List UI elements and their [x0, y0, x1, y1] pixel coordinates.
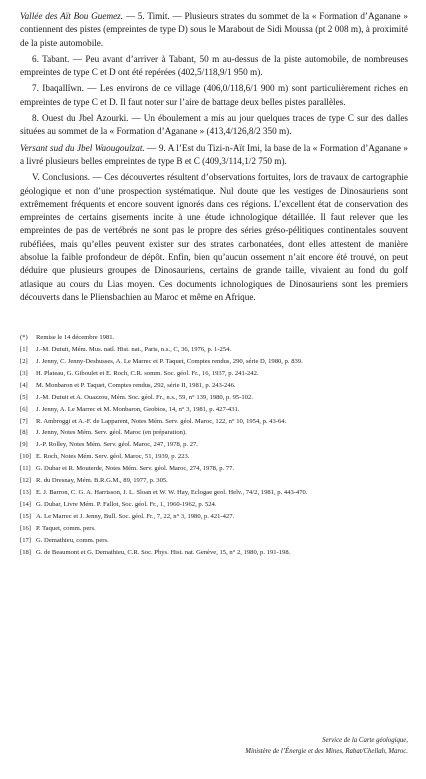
reference-text: G. Demathieu, comm. pers. [36, 536, 109, 544]
conclusions-paragraph [20, 171, 408, 304]
affiliation-line: Service de la Carte géologique, [322, 737, 408, 744]
reference-item [20, 535, 408, 547]
reference-number: [18] [20, 548, 31, 556]
affiliation-line: Ministère de l’Énergie et des Mines, Rabat/Chellah, Maroc. [245, 748, 408, 755]
reference-text: G. Dubar et R. Mouterde, Notes Mém. Serv. géol. Maroc, 274, 1978, p. 77. [36, 465, 235, 473]
body-text [20, 10, 408, 304]
reference-item [20, 523, 408, 535]
paragraph [20, 10, 408, 50]
paragraph-lead: Versant sud du Jbel Waougoulzat. [20, 142, 145, 153]
reference-number: [14] [20, 500, 31, 508]
reference-number: [12] [20, 477, 31, 485]
reference-number: [5] [20, 393, 28, 401]
paragraph-text: V. Conclusions. — Ces découvertes résultent d’observations fortuites, lors de travaux de cartographie géologique et non d’une prospection systématique. Nul doute que les vestiges de Dinosauriens sont extrêmement fréquents et encore souvent ignorés dans ces régions. L’excellent état de conservation des empreintes de certains gisements incite à une étude ichnologique détaillée. Il faut relever que les empreintes de pas de vertébrés ne sont pas le propre des séries gréso-pélitiques continentales souvent rubéfiées, mais qu’elles peuvent exister sur des strates carbonatées, dont elles attestent de manière absolue la faible profondeur de dépôt. Enfin, bien qu’aucun ossement n’ait encore été trouvé, on peut déduire que plusieurs groupes de Dinosauriens, certains de grande taille, vivaient au fond du golf atlasique au cours du Lias moyen. Ces documents ichnologiques de Dinosauriens sont les premiers découverts dans le Pliensbachien au Maroc et même en Afrique. [20, 172, 408, 302]
reference-number: [16] [20, 524, 31, 532]
reference-item [20, 356, 408, 368]
paragraph [20, 82, 408, 109]
reference-item [20, 511, 408, 523]
reference-number: [2] [20, 358, 28, 366]
reference-text: J.-M. Dutuit et A. Ouazzou, Mém. Soc. géol. Fr., n.s., 59, n° 139, 1980, p. 95-102. [36, 393, 253, 401]
reference-item [20, 499, 408, 511]
paragraph-text: 7. Ibaqallîwn. — Les environs de ce village (406,0/118,6/1 900 m) sont particulièrement riches en empreintes de type C et D. Il faut noter sur l’aire de battage deux belles pistes parallèles. [20, 83, 408, 107]
reference-item [20, 451, 408, 463]
reference-text: G. Dubar, Livre Mém. P. Fallot, Soc. géol. Fr., 1, 1960-1962, p. 524. [36, 500, 217, 508]
reference-text: H. Plateau, G. Giboulet et E. Roch, C.R. somm. Soc. géol. Fr., 16, 1937, p. 241-242. [36, 369, 259, 377]
reference-item [20, 344, 408, 356]
reference-text: J.-M. Dutuit, Mém. Mus. natl. Hist. nat., Paris, n.s., C, 36, 1976, p. 1-254. [36, 346, 232, 354]
reference-number: (*) [20, 334, 28, 342]
reference-text: Remise le 14 décembre 1981. [36, 334, 115, 342]
paragraph-text: — 9. A l’Est du Tizi-n-Aït Imi, la base de la « Formation d’Aganane » a livré plusieurs belles empreintes de type B et C (409,3/114,1/2 750 m). [20, 142, 408, 166]
reference-item [20, 487, 408, 499]
paragraph-text: 8. Ouest du Jbel Azourki. — Un éboulement a mis au jour quelques traces de type C sur des dalles situées au sommet de la « Formation d’Aganane » (413,4/126,8/2 350 m). [20, 113, 408, 137]
reference-text: G. de Beaumont et G. Demathieu, C.R. Soc. Phys. Hist. nat. Genève, 15, n° 2, 1980, p. 191-198. [36, 548, 291, 556]
paragraph [20, 112, 408, 139]
reference-number: [11] [20, 465, 31, 473]
reference-text: R. Ambroggi et A.-F. de Lapparent, Notes Mém. Serv. géol. Maroc, 122, n° 10, 1954, p. 43-64. [36, 417, 287, 425]
author-affiliation [245, 735, 408, 757]
reference-item [20, 475, 408, 487]
reference-text: M. Monbaron et P. Taquet, Comptes rendus, 292, série II, 1981, p. 243-246. [36, 381, 236, 389]
paragraph-text: 6. Tabant. — Peu avant d’arriver à Tabant, 50 m au-dessus de la piste automobile, de nombreuses empreintes de type C et D ont été repérées (402,5/118,9/1 950 m). [20, 53, 408, 78]
reference-number: [17] [20, 536, 31, 544]
references-list [20, 332, 408, 558]
reference-number: [6] [20, 405, 28, 413]
reference-item [20, 427, 408, 439]
reference-text: J. Jenny, C. Jenny-Deshusses, A. Le Marrec et P. Taquet, Comptes rendus, 290, série D, 1980, p. 839. [36, 358, 303, 366]
reference-item [20, 368, 408, 380]
reference-text: E. Roch, Notes Mém. Serv. géol. Maroc, 51, 1939, p. 223. [36, 453, 190, 461]
reference-number: [15] [20, 512, 31, 520]
reference-item [20, 392, 408, 404]
paragraph [20, 142, 408, 169]
paragraph-text: — 5. Timit. — Plusieurs strates du sommet de la « Formation d’Aganane » contiennent des pistes (empreintes de type D) sous le Marabout de Sidi Moussa (pt 2 008 m), à proximité de la piste automobile. [20, 11, 408, 48]
reference-number: [13] [20, 489, 31, 497]
reference-number: [3] [20, 369, 28, 377]
reference-text: J. Jenny, Notes Mém. Serv. géol. Maroc (en préparation). [36, 429, 187, 437]
reference-item [20, 439, 408, 451]
paragraph [20, 53, 408, 80]
reference-text: J. Jenny, A. Le Marrec et M. Monbaron, Geobios, 14, n° 3, 1981, p. 427-431. [36, 405, 240, 413]
reference-item [20, 380, 408, 392]
paragraph-lead: Vallée des Aït Bou Guemez. [20, 11, 124, 21]
reference-text: A. Le Marrec et J. Jenny, Bull. Soc. géol. Fr., 7, 22, n° 3, 1980, p. 421-427. [36, 512, 235, 520]
reference-number: [1] [20, 346, 28, 354]
reference-item [20, 416, 408, 428]
reference-number: [9] [20, 441, 28, 449]
reference-item [20, 404, 408, 416]
reference-item [20, 332, 408, 344]
reference-text: J.-P. Rolley, Notes Mém. Serv. géol. Maroc, 247, 1978, p. 27. [36, 441, 198, 449]
reference-item [20, 547, 408, 559]
reference-number: [10] [20, 453, 31, 461]
reference-text: E. J. Barron, C. G. A. Harrisson, J. L. Sloan et W. W. Hay, Eclogae geol. Helv., 74/2, 1981, p. 443-470. [36, 489, 308, 497]
reference-number: [8] [20, 429, 28, 437]
reference-number: [7] [20, 417, 28, 425]
reference-text: P. Taquet, comm. pers. [36, 524, 96, 532]
reference-text: R. du Dresnay, Mém. B.R.G.M., 89, 1977, p. 305. [36, 477, 168, 485]
reference-item [20, 463, 408, 475]
reference-number: [4] [20, 381, 28, 389]
